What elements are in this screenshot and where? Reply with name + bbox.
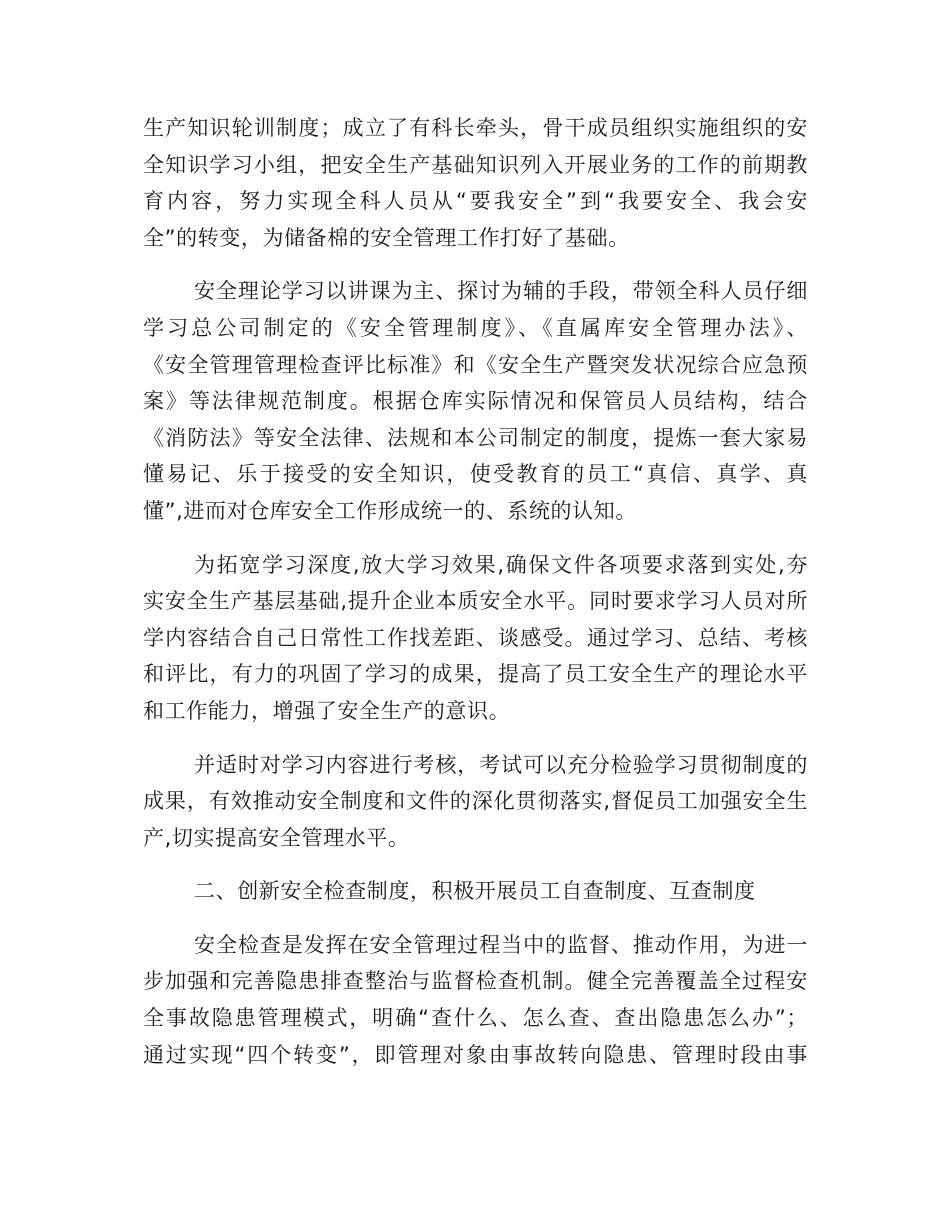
text-line: 通过实现“四个转变”，即管理对象由事故转向隐患、管理时段由事: [143, 1042, 808, 1067]
text-line: 全知识学习小组，把安全生产基础知识列入开展业务的工作的前期教: [143, 152, 808, 177]
text-line: 懂易记、乐于接受的安全知识，使受教育的员工“真信、真学、真: [143, 462, 808, 487]
text-line: 学内容结合自己日常性工作找差距、谈感受。通过学习、总结、考核: [143, 625, 808, 650]
text-line: 生产知识轮训制度；成立了有科长牵头，骨干成员组织实施组织的安: [143, 116, 808, 140]
text-line: 安全理论学习以讲课为主、探讨为辅的手段，带领全科人员仔细: [194, 279, 808, 304]
paragraph: [143, 547, 808, 730]
text-line: 学习总公司制定的《安全管理制度》、《直属库安全管理办法》、: [143, 315, 808, 340]
text-line: 和评比，有力的巩固了学习的成果，提高了员工安全生产的理论水平: [143, 662, 808, 687]
text-line: 步加强和完善隐患排查整治与监督检查机制。健全完善覆盖全过程安: [143, 969, 808, 994]
text-line: 产,切实提高安全管理水平。: [143, 825, 410, 850]
text-line: 并适时对学习内容进行考核，考试可以充分检验学习贯彻制度的: [194, 752, 808, 777]
paragraph: [143, 110, 808, 256]
paragraph: [143, 873, 808, 910]
text-line: 成果，有效推动安全制度和文件的深化贯彻落实,督促员工加强安全生: [143, 789, 808, 814]
text-line: 实安全生产基层基础,提升企业本质安全水平。同时要求学习人员对所: [143, 589, 808, 614]
text-line: 全事故隐患管理模式，明确“查什么、怎么查、查出隐患怎么办”；: [143, 1006, 808, 1031]
text-line: 二、创新安全检查制度，积极开展员工自查制度、互查制度: [194, 879, 756, 904]
text-line: 懂”,进而对仓库安全工作形成统一的、系统的认知。: [143, 498, 637, 523]
text-line: 安全检查是发挥在安全管理过程当中的监督、推动作用，为进一: [194, 932, 808, 957]
paragraph: [143, 747, 808, 857]
text-line: 和工作能力，增强了安全生产的意识。: [143, 698, 511, 723]
text-line: 《消防法》等安全法律、法规和本公司制定的制度，提炼一套大家易: [143, 425, 808, 450]
text-line: 全”的转变，为储备棉的安全管理工作打好了基础。: [143, 225, 630, 250]
paragraph: [143, 927, 808, 1073]
text-line: 案》等法律规范制度。根据仓库实际情况和保管员人员结构，结合: [143, 389, 808, 414]
document-body: [143, 110, 808, 1090]
text-line: 为拓宽学习深度,放大学习效果,确保文件各项要求落到实处,夯: [194, 552, 808, 577]
text-line: 《安全管理管理检查评比标准》和《安全生产暨突发状况综合应急预: [143, 352, 808, 377]
text-line: 育内容，努力实现全科人员从“要我安全”到“我要安全、我会安: [143, 189, 808, 214]
paragraph: [143, 273, 808, 529]
